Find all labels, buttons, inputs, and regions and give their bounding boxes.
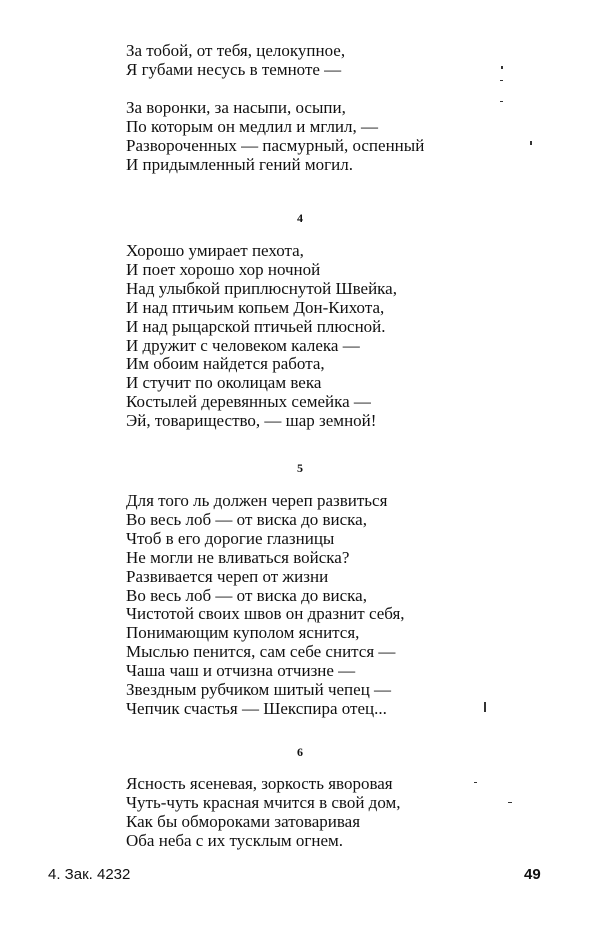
verse-line: И над рыцарской птичьей плюсной. xyxy=(126,316,386,336)
stanza-6 xyxy=(126,775,401,851)
verse-line: Оба неба с их тусклым огнем. xyxy=(126,830,343,850)
verse-line: Ясность ясеневая, зоркость яворовая xyxy=(126,774,393,793)
verse-line: Чуть-чуть красная мчится в свой дом, xyxy=(126,792,401,812)
verse-line: Чтоб в его дорогие глазницы xyxy=(126,528,335,548)
section-number: 6 xyxy=(297,745,303,759)
verse-line: Мыслью пенится, сам себе снится — xyxy=(126,642,396,662)
verse-line: Для того ль должен череп развиться xyxy=(126,491,388,510)
verse-line: И придымленный гений могил. xyxy=(126,154,353,174)
verse-line: Я губами несусь в темноте — xyxy=(126,59,342,79)
scan-speck xyxy=(508,802,512,803)
verse-line: Им обоим найдется работа, xyxy=(126,354,325,374)
verse-line: За воронки, за насыпи, осыпи, xyxy=(126,98,346,117)
scan-speck xyxy=(501,66,503,69)
verse-line: Звездным рубчиком шитый чепец — xyxy=(126,680,392,700)
scan-speck xyxy=(500,80,503,81)
verse-line: Костылей деревянных семейка — xyxy=(126,392,371,412)
verse-line: И поет хорошо хор ночной xyxy=(126,259,321,279)
stanza-1 xyxy=(126,42,345,80)
verse-line: И стучит по околицам века xyxy=(126,373,322,393)
verse-line: И дружит с человеком калека — xyxy=(126,335,360,355)
verse-line: Не могли не вливаться войска? xyxy=(126,547,350,567)
verse-line: Чистотой своих швов он дразнит себя, xyxy=(126,604,405,624)
verse-line: Чаша чаш и отчизна отчизне — xyxy=(126,661,356,681)
verse-line: Развороченных — пасмурный, оспенный xyxy=(126,135,425,155)
verse-line: За тобой, от тебя, целокупное, xyxy=(126,41,346,60)
verse-line: Над улыбкой приплюснутой Швейка, xyxy=(126,278,397,298)
stanza-2 xyxy=(126,99,424,175)
verse-line: Развивается череп от жизни xyxy=(126,566,329,586)
verse-line: Понимающим куполом яснится, xyxy=(126,623,360,643)
verse-line: Во весь лоб — от виска до виска, xyxy=(126,509,367,529)
verse-line: И над птичьим копьем Дон-Кихота, xyxy=(126,297,385,317)
scan-speck xyxy=(474,782,477,783)
verse-line: По которым он медлил и мглил, — xyxy=(126,116,379,136)
scan-speck xyxy=(500,101,503,102)
verse-line: Хорошо умирает пехота, xyxy=(126,241,304,260)
verse-line: Как бы обмороками затоваривая xyxy=(126,811,361,831)
page-number: 49 xyxy=(524,866,541,883)
verse-line: Эй, товарищество, — шар земной! xyxy=(126,411,377,431)
verse-line: Во весь лоб — от виска до виска, xyxy=(126,585,367,605)
section-number: 4 xyxy=(297,211,303,225)
scan-speck xyxy=(530,141,532,145)
scan-speck xyxy=(484,702,486,712)
verse-line: Чепчик счастья — Шекспира отец... xyxy=(126,698,387,718)
stanza-4 xyxy=(126,242,397,431)
stanza-5 xyxy=(126,492,405,719)
printing-signature: 4. Зак. 4232 xyxy=(48,866,131,883)
section-number: 5 xyxy=(297,461,303,475)
